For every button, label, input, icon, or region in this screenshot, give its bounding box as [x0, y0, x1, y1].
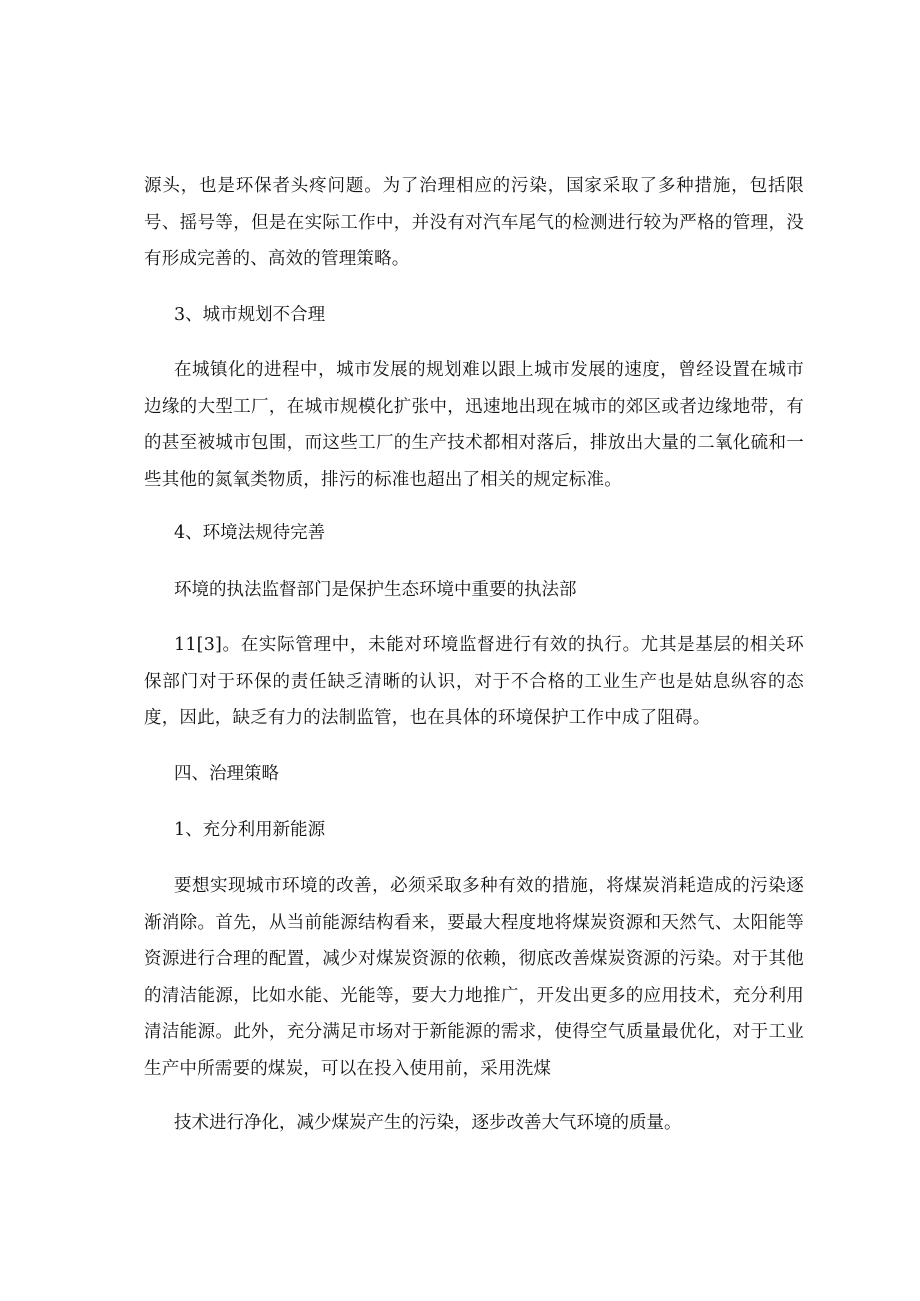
- heading-environmental-law: 4、环境法规待完善: [174, 523, 326, 543]
- paragraph-law-continued: 11[3]。在实际管理中，未能对环境监督进行有效的执行。尤其是基层的相关环保部门对于环保的责任缺乏清晰的认识，对于不合格的工业生产也是姑息纵容的态度，因此，缺乏有力的法制监管，也在具体的环境保护工作中成了阻碍。: [144, 635, 804, 728]
- paragraph-law-first-line: 环境的执法监督部门是保护生态环境中重要的执法部: [174, 580, 577, 600]
- paragraph-intro: 源头，也是环保者头疼问题。为了治理相应的污染，国家采取了多种措施，包括限号、摇号等，但是在实际工作中，并没有对汽车尾气的检测进行较为严格的管理，没有形成完善的、高效的管理策略。: [144, 176, 804, 269]
- paragraph-urban-planning: 在城镇化的进程中，城市发展的规划难以跟上城市发展的速度，曾经设置在城市边缘的大型工厂，在城市规模化扩张中，迅速地出现在城市的郊区或者边缘地带，有的甚至被城市包围，而这些工厂的生产技术都相对落后，排放出大量的二氧化硫和一些其他的氮氧类物质，排污的标准也超出了相关的规定标准。: [144, 360, 804, 490]
- heading-urban-planning: 3、城市规划不合理: [174, 305, 326, 325]
- heading-new-energy: 1、充分利用新能源: [174, 820, 326, 840]
- paragraph-new-energy: 要想实现城市环境的改善，必须采取多种有效的措施，将煤炭消耗造成的污染逐渐消除。首先，从当前能源结构看来，要最大程度地将煤炭资源和天然气、太阳能等资源进行合理的配置，减少对煤炭资源的依赖，彻底改善煤炭资源的污染。对于其他的清洁能源，比如水能、光能等，要大力地推广，开发出更多的应用技术，充分利用清洁能源。此外，充分满足市场对于新能源的需求，使得空气质量最优化，对于工业生产中所需要的煤炭，可以在投入使用前，采用洗煤: [144, 876, 804, 1079]
- paragraph-coal-washing: 技术进行净化，减少煤炭产生的污染，逐步改善大气环境的质量。: [174, 1113, 682, 1133]
- heading-governance-strategy: 四、治理策略: [174, 764, 279, 784]
